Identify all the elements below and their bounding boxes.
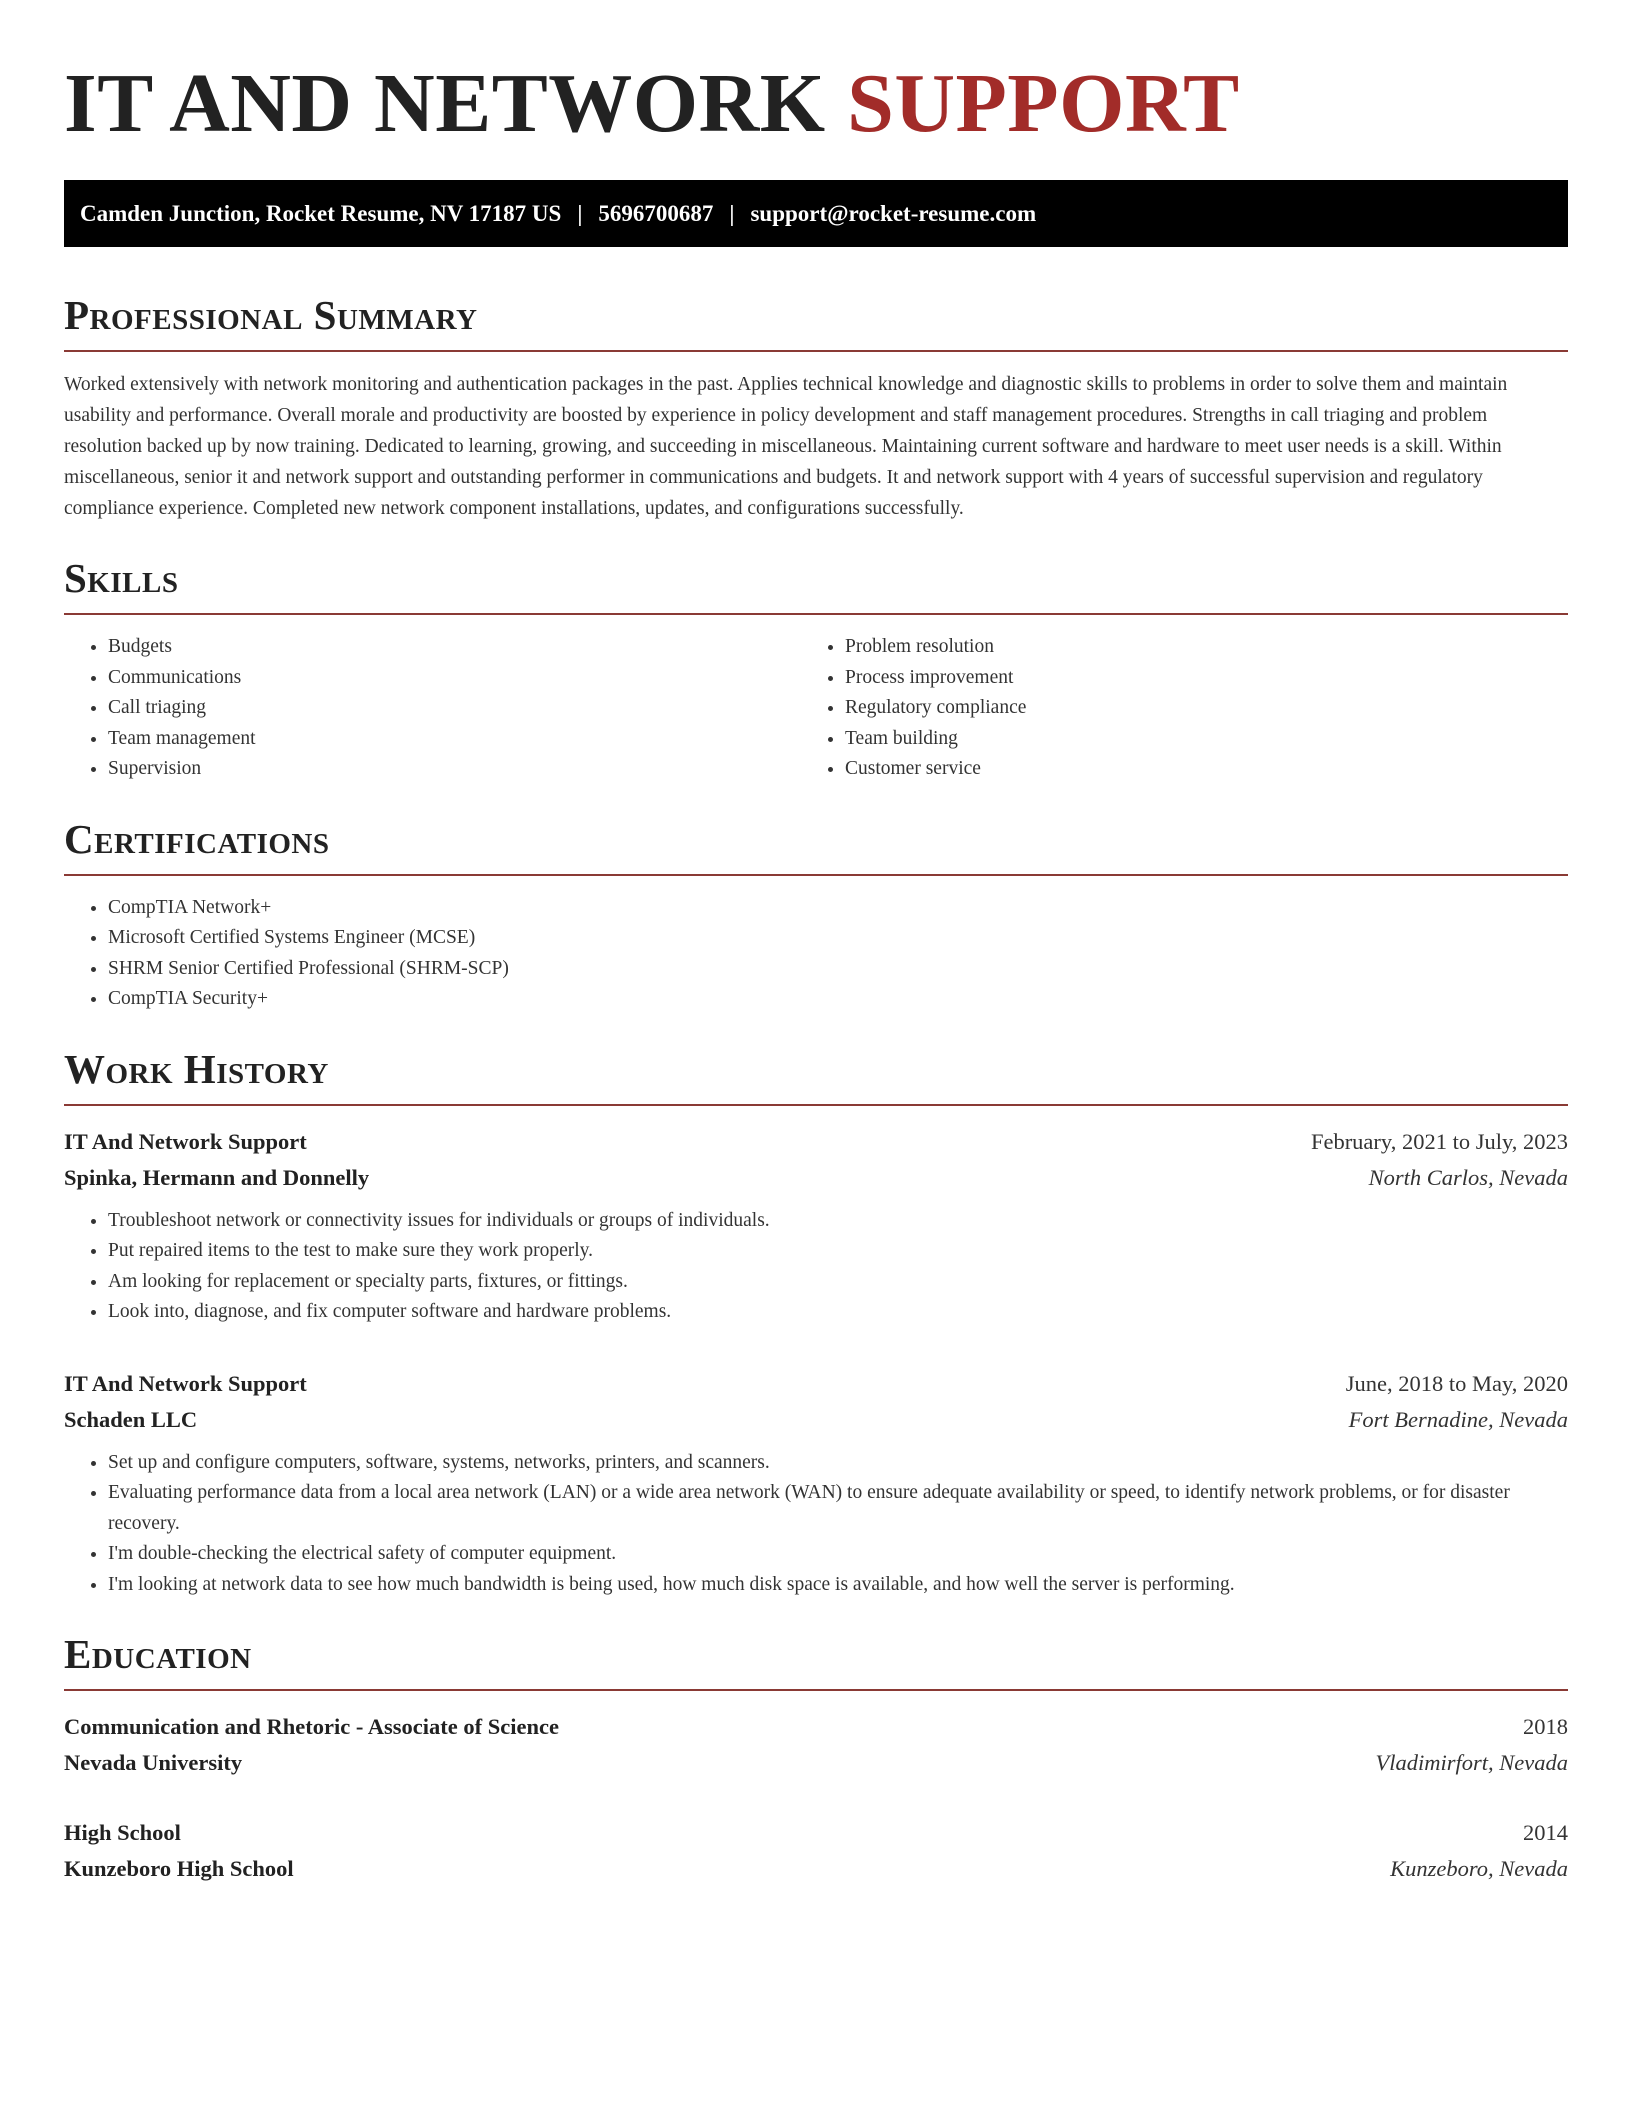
- education-year: 2014: [1523, 1820, 1568, 1845]
- education-school: Kunzeboro High School: [64, 1856, 294, 1881]
- skills-list-right: [816, 632, 1568, 785]
- job-dates: June, 2018 to May, 2020: [1345, 1370, 1568, 1396]
- education-header-row: [64, 1709, 1568, 1745]
- skill-item: • Regulatory compliance: [845, 693, 1568, 724]
- skills-grid: [64, 632, 1568, 785]
- skill-item: • Supervision: [108, 754, 816, 785]
- title-main: IT AND NETWORK: [64, 57, 826, 150]
- certification-item: • SHRM Senior Certified Professional (SHRM-SCP): [108, 954, 1568, 985]
- job-duty: • I'm looking at network data to see how much bandwidth is being used, how much disk space is available, and how well the server is performing.: [108, 1570, 1568, 1601]
- contact-separator: |: [577, 200, 583, 226]
- skill-item: • Budgets: [108, 632, 816, 663]
- section-divider: [64, 350, 1568, 352]
- skills-section: [64, 555, 1568, 785]
- skill-item: • Call triaging: [108, 693, 816, 724]
- title-accent: SUPPORT: [847, 57, 1240, 150]
- job-role: IT And Network Support: [64, 1370, 307, 1396]
- education-degree: Communication and Rhetoric - Associate of Science: [64, 1714, 559, 1739]
- job-duties-list: [64, 1448, 1568, 1601]
- summary-heading: Professional Summary: [64, 292, 478, 338]
- job-dates: February, 2021 to July, 2023: [1310, 1128, 1568, 1154]
- skills-list-left: [64, 632, 816, 785]
- job-duty: • I'm double-checking the electrical safety of computer equipment.: [108, 1539, 1568, 1570]
- education-year: 2018: [1523, 1714, 1568, 1739]
- job-company-row: [64, 1402, 1568, 1438]
- job-duty: • Troubleshoot network or connectivity issues for individuals or groups of individuals.: [108, 1206, 1568, 1237]
- contact-bar: [64, 180, 1568, 247]
- skill-item: • Process improvement: [845, 663, 1568, 694]
- job-entry: [64, 1124, 1568, 1328]
- job-duty: • Put repaired items to the test to make sure they work properly.: [108, 1236, 1568, 1267]
- contact-separator: |: [729, 200, 735, 226]
- work-history-heading: Work History: [64, 1045, 329, 1092]
- education-degree: High School: [64, 1820, 181, 1845]
- summary-text: Worked extensively with network monitoring and authentication packages in the past. Applies technical knowledge and diagnostic skills to problems in order to solve them and maintain usability and performance. Overall morale and productivity are boosted by experience in policy development and staff management procedures. Strengths in call triaging and problem resolution backed up by now training. Dedicated to learning, growing, and succeeding in miscellaneous. Maintaining current software and hardware to meet user needs is a skill. Within miscellaneous, senior it and network support and outstanding performer in communications and budgets. It and network support with 4 years of successful supervision and regulatory compliance experience. Completed new network component installations, updates, and configurations successfully.: [64, 374, 1508, 519]
- certification-item: • Microsoft Certified Systems Engineer (MCSE): [108, 923, 1568, 954]
- skill-item: • Customer service: [845, 754, 1568, 785]
- work-history-section: [64, 1045, 1568, 1601]
- job-duties-list: [64, 1206, 1568, 1328]
- education-location: Kunzeboro, Nevada: [1390, 1856, 1568, 1881]
- job-company: Spinka, Hermann and Donnelly: [64, 1164, 370, 1190]
- job-duty: • Set up and configure computers, software, systems, networks, printers, and scanners.: [108, 1448, 1568, 1479]
- skill-item: • Team building: [845, 724, 1568, 755]
- section-divider: [64, 1689, 1568, 1691]
- education-school-row: [64, 1745, 1568, 1781]
- certifications-list: [64, 893, 1568, 1015]
- contact-phone: 5696700687: [598, 200, 714, 226]
- section-divider: [64, 613, 1568, 615]
- education-section: [64, 1631, 1568, 1887]
- job-location: North Carlos, Nevada: [1368, 1164, 1568, 1190]
- job-entry: [64, 1366, 1568, 1601]
- education-school: Nevada University: [64, 1750, 243, 1775]
- education-heading: Education: [64, 1631, 252, 1677]
- skill-item: • Problem resolution: [845, 632, 1568, 663]
- job-duty: • Look into, diagnose, and fix computer software and hardware problems.: [108, 1297, 1568, 1328]
- education-header-row: [64, 1815, 1568, 1851]
- section-divider: [64, 1104, 1568, 1106]
- job-header-row: [64, 1366, 1568, 1402]
- job-company-row: [64, 1160, 1568, 1196]
- education-school-row: [64, 1851, 1568, 1887]
- job-role: IT And Network Support: [64, 1128, 307, 1154]
- job-location: Fort Bernadine, Nevada: [1348, 1406, 1568, 1432]
- skill-item: • Team management: [108, 724, 816, 755]
- certification-item: • CompTIA Security+: [108, 984, 1568, 1015]
- job-duty: • Am looking for replacement or specialty parts, fixtures, or fittings.: [108, 1267, 1568, 1298]
- skill-item: • Communications: [108, 663, 816, 694]
- job-duty: • Evaluating performance data from a local area network (LAN) or a wide area network (WAN) to ensure adequate availability or speed, to identify network problems, or for disaster recovery.: [108, 1478, 1568, 1539]
- summary-section: [64, 292, 1568, 524]
- section-divider: [64, 874, 1568, 876]
- resume-title: [64, 52, 1568, 150]
- certification-item: • CompTIA Network+: [108, 893, 1568, 924]
- contact-email: support@rocket-resume.com: [750, 200, 1037, 226]
- education-entry: [64, 1815, 1568, 1887]
- education-location: Vladimirfort, Nevada: [1375, 1750, 1568, 1775]
- certifications-section: [64, 815, 1568, 1015]
- job-company: Schaden LLC: [64, 1406, 198, 1432]
- education-entry: [64, 1709, 1568, 1781]
- contact-address: Camden Junction, Rocket Resume, NV 17187 US: [80, 200, 562, 226]
- skills-heading: Skills: [64, 555, 179, 601]
- certifications-heading: Certifications: [64, 815, 330, 862]
- job-header-row: [64, 1124, 1568, 1160]
